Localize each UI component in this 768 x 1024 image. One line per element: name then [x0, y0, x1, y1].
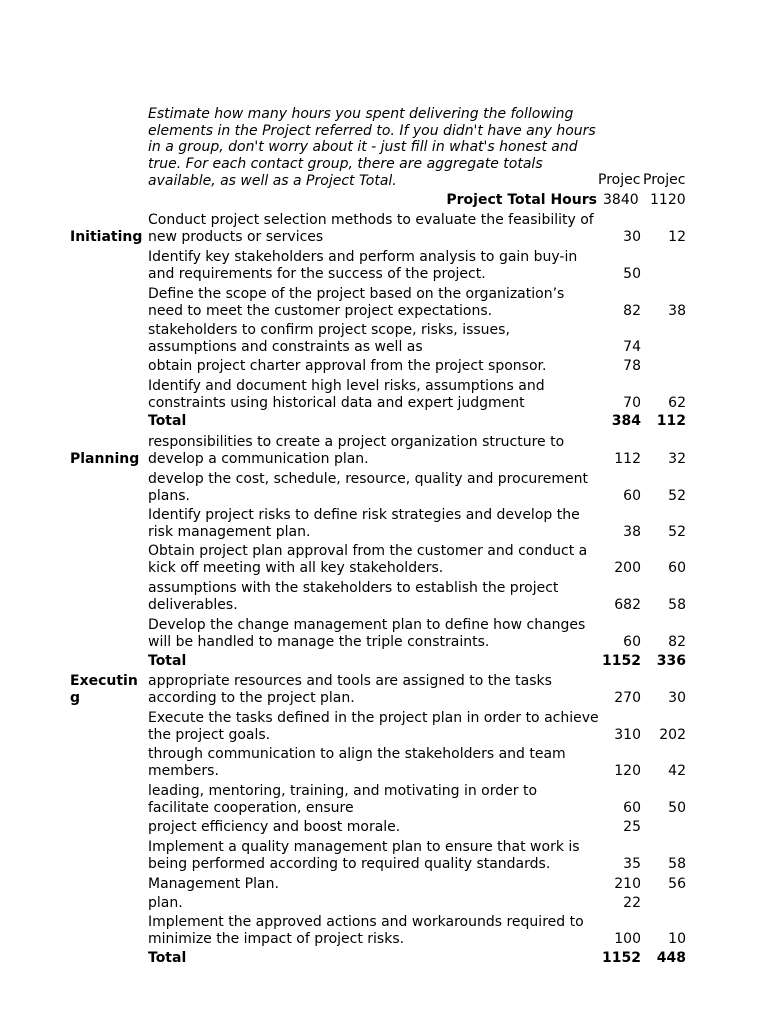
section-executing: Executing [70, 673, 138, 706]
task-cell: Identify and document high level risks, assumptions and constraints using historical data and expert judgment [148, 378, 545, 411]
total-label: Total [148, 950, 187, 966]
value-col2: 56 [668, 876, 686, 892]
value-col1: 60 [623, 488, 641, 504]
value-col2: 202 [659, 727, 686, 743]
value-col1: 200 [614, 560, 641, 576]
task-cell: Implement a quality management plan to ensure that work is being performed according to required quality standards. [148, 839, 580, 872]
value-col2: 58 [668, 856, 686, 872]
value-col1: 60 [623, 800, 641, 816]
value-col1: 270 [614, 690, 641, 706]
task-cell: Implement the approved actions and workarounds required to minimize the impact of project risks. [148, 914, 584, 947]
task-cell: Obtain project plan approval from the customer and conduct a kick off meeting with all key stakeholders. [148, 543, 588, 576]
value-col1: 310 [614, 727, 641, 743]
value-col2: 12 [668, 229, 686, 245]
value-col1: 35 [623, 856, 641, 872]
total-col2: 112 [656, 413, 686, 429]
total-col2: 448 [656, 950, 686, 966]
value-col1: 70 [623, 395, 641, 411]
total-label: Total [148, 653, 187, 669]
project-total-value-2: 1120 [650, 192, 686, 208]
value-col1: 38 [623, 524, 641, 540]
value-col1: 74 [623, 339, 641, 355]
total-col1: 1152 [602, 653, 641, 669]
project-total-label: Project Total Hours [446, 192, 597, 208]
value-col2: 82 [668, 634, 686, 650]
task-cell: stakeholders to confirm project scope, risks, issues, assumptions and constraints as well as [148, 322, 510, 355]
task-cell: assumptions with the stakeholders to establish the project deliverables. [148, 580, 559, 613]
task-cell: Management Plan. [148, 876, 279, 892]
value-col2: 30 [668, 690, 686, 706]
task-cell: Identify project risks to define risk strategies and develop the risk management plan. [148, 507, 580, 540]
value-col1: 78 [623, 358, 641, 374]
task-cell: Identify key stakeholders and perform analysis to gain buy-in and requirements for the success of the project. [148, 249, 578, 282]
task-cell: leading, mentoring, training, and motivating in order to facilitate cooperation, ensure [148, 783, 538, 816]
total-col1: 1152 [602, 950, 641, 966]
project-total-value-1: 3840 [603, 192, 639, 208]
total-col2: 336 [656, 653, 686, 669]
section-initiating: Initiating [70, 229, 143, 245]
task-cell: responsibilities to create a project organization structure to develop a communication plan. [148, 434, 565, 467]
value-col2: 52 [668, 488, 686, 504]
value-col1: 25 [623, 819, 641, 835]
value-col1: 682 [614, 597, 641, 613]
value-col2: 58 [668, 597, 686, 613]
value-col1: 82 [623, 303, 641, 319]
value-col1: 22 [623, 895, 641, 911]
task-cell: Define the scope of the project based on the organization’s need to meet the customer project expectations. [148, 286, 565, 319]
value-col2: 62 [668, 395, 686, 411]
intro-instructions: Estimate how many hours you spent delivering the following elements in the Project referred to. If you didn't have any hours in a group, don't worry about it - just fill in what's honest and true. For each contact group, there are aggregate totals available, as well as a Project Total. [148, 106, 596, 189]
task-cell: Develop the change management plan to define how changes will be handled to manage the triple constraints. [148, 617, 586, 650]
task-cell: Conduct project selection methods to evaluate the feasibility of new products or services [148, 212, 594, 245]
value-col1: 30 [623, 229, 641, 245]
column-header-2: Projec [643, 172, 686, 188]
value-col2: 32 [668, 451, 686, 467]
value-col1: 100 [614, 931, 641, 947]
value-col2: 60 [668, 560, 686, 576]
section-planning: Planning [70, 451, 140, 467]
value-col1: 60 [623, 634, 641, 650]
value-col2: 10 [668, 931, 686, 947]
value-col1: 120 [614, 763, 641, 779]
value-col1: 210 [614, 876, 641, 892]
value-col1: 50 [623, 266, 641, 282]
task-cell: appropriate resources and tools are assigned to the tasks according to the project plan. [148, 673, 552, 706]
task-cell: Execute the tasks defined in the project plan in order to achieve the project goals. [148, 710, 599, 743]
task-cell: through communication to align the stakeholders and team members. [148, 746, 566, 779]
total-col1: 384 [611, 413, 641, 429]
total-label: Total [148, 413, 187, 429]
value-col2: 42 [668, 763, 686, 779]
task-cell: plan. [148, 895, 183, 911]
value-col2: 52 [668, 524, 686, 540]
task-cell: project efficiency and boost morale. [148, 819, 401, 835]
value-col2: 38 [668, 303, 686, 319]
value-col2: 50 [668, 800, 686, 816]
task-cell: obtain project charter approval from the project sponsor. [148, 358, 547, 374]
column-header-1: Projec [598, 172, 641, 188]
value-col1: 112 [614, 451, 641, 467]
task-cell: develop the cost, schedule, resource, quality and procurement plans. [148, 471, 588, 504]
